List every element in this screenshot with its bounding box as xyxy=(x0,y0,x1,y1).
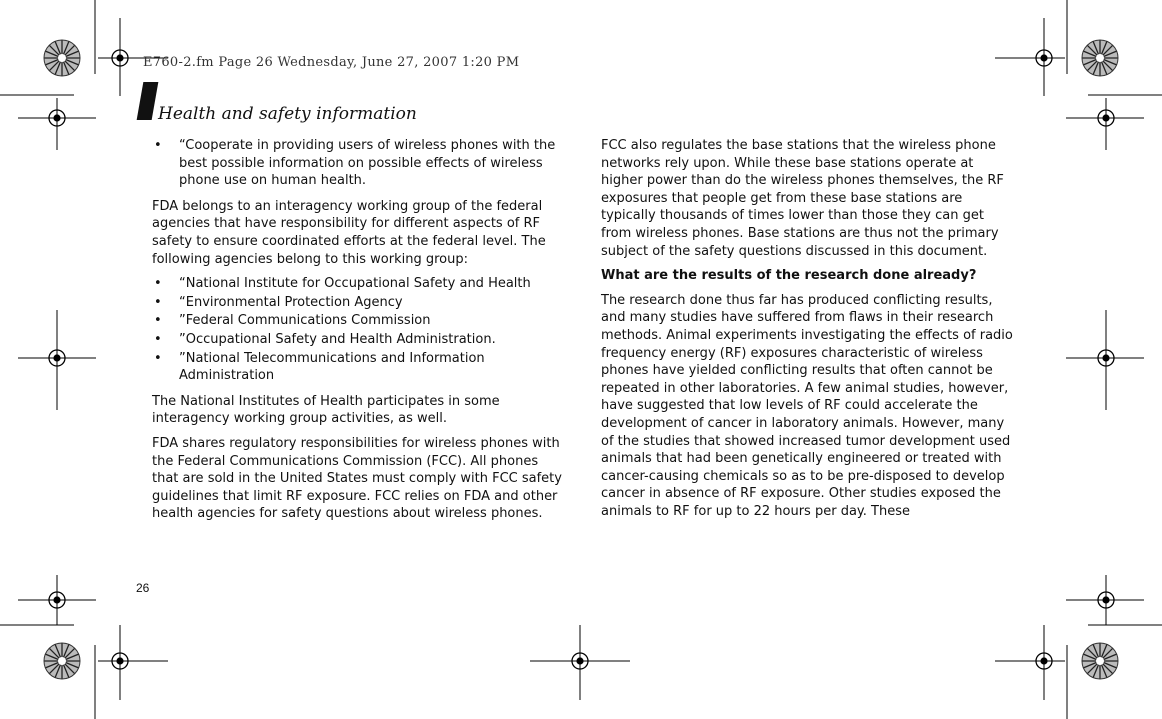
question-heading: What are the results of the research done already? xyxy=(601,268,977,284)
agency-list xyxy=(152,275,562,385)
paragraph: FDA shares regulatory responsibilities for wireless phones with the Federal Communications Commission (FCC). All phones that are sold in the United States must comply with FCC safety guidelines that limit RF exposure. FCC relies on FDA and other health agencies for safety questions about wireless phones. xyxy=(152,435,562,522)
bullet-icon: • xyxy=(154,138,162,153)
bullet-icon: • xyxy=(154,276,162,292)
left-column xyxy=(152,137,562,530)
list-item: • “Environmental Protection Agency xyxy=(154,294,403,310)
paragraph: FCC also regulates the base stations that the wireless phone networks rely upon. While these base stations operate at higher power than do the wireless phones themselves, the RF exposures that people get from these base stations are typically thousands of times lower than those they can get from wireless phones. Base stations are thus not the primary subject of the safety questions discussed in this document. xyxy=(601,138,1004,259)
list-item: • ”Occupational Safety and Health Administration. xyxy=(154,331,496,347)
bullet-list xyxy=(152,137,562,190)
page-number: 26 xyxy=(136,581,150,595)
bullet-icon: • xyxy=(154,294,162,310)
registration-target-icon xyxy=(41,584,73,616)
registration-target-icon xyxy=(41,342,73,374)
starburst-target-icon xyxy=(1082,40,1118,76)
registration-target-icon xyxy=(104,42,136,74)
list-item: • ”Federal Communications Commission xyxy=(154,313,431,329)
paragraph: The National Institutes of Health participates in some interagency working group activities, as well. xyxy=(152,393,500,427)
bullet-icon: • xyxy=(154,350,162,366)
registration-target-icon xyxy=(1028,645,1060,677)
registration-target-icon xyxy=(104,645,136,677)
paragraph: The research done thus far has produced conflicting results, and many studies have suffered from flaws in their research methods. Animal experiments investigating the effects of radio frequency energy (RF) exposures characteristic of wireless phones have yielded conflicting results that often cannot be repeated in other laboratories. A few animal studies, however, have suggested that low levels of RF could accelerate the development of cancer in laboratory animals. However, many of the studies that showed increased tumor development used animals that had been genetically engineered or treated with cancer-causing chemicals so as to be pre-disposed to develop cancer in absence of RF exposure. Other studies exposed the animals to RF for up to 22 hours per day. These xyxy=(601,292,1013,519)
list-item: • “National Institute for Occupational Safety and Health xyxy=(154,276,531,292)
bullet-icon: • xyxy=(154,313,162,329)
registration-target-icon xyxy=(564,645,596,677)
registration-target-icon xyxy=(41,102,73,134)
paragraph: FDA belongs to an interagency working group of the federal agencies that have responsibility for different aspects of RF safety to ensure coordinated efforts at the federal level. The following agencies belong to this working group: xyxy=(152,198,546,267)
file-header: E760-2.fm Page 26 Wednesday, June 27, 2007 1:20 PM xyxy=(143,55,520,70)
section-title: Health and safety information xyxy=(158,104,417,124)
starburst-target-icon xyxy=(1082,643,1118,679)
registration-target-icon xyxy=(1090,102,1122,134)
registration-target-icon xyxy=(1090,584,1122,616)
starburst-target-icon xyxy=(44,40,80,76)
list-item: • ”National Telecommunications and Information Administration xyxy=(154,350,485,384)
list-item: • “Cooperate in providing users of wireless phones with the best possible information on possible effects of wireless phone use on human health. xyxy=(154,138,556,189)
registration-target-icon xyxy=(1090,342,1122,374)
right-column xyxy=(601,137,1013,527)
starburst-target-icon xyxy=(44,643,80,679)
registration-target-icon xyxy=(1028,42,1060,74)
bullet-icon: • xyxy=(154,331,162,347)
